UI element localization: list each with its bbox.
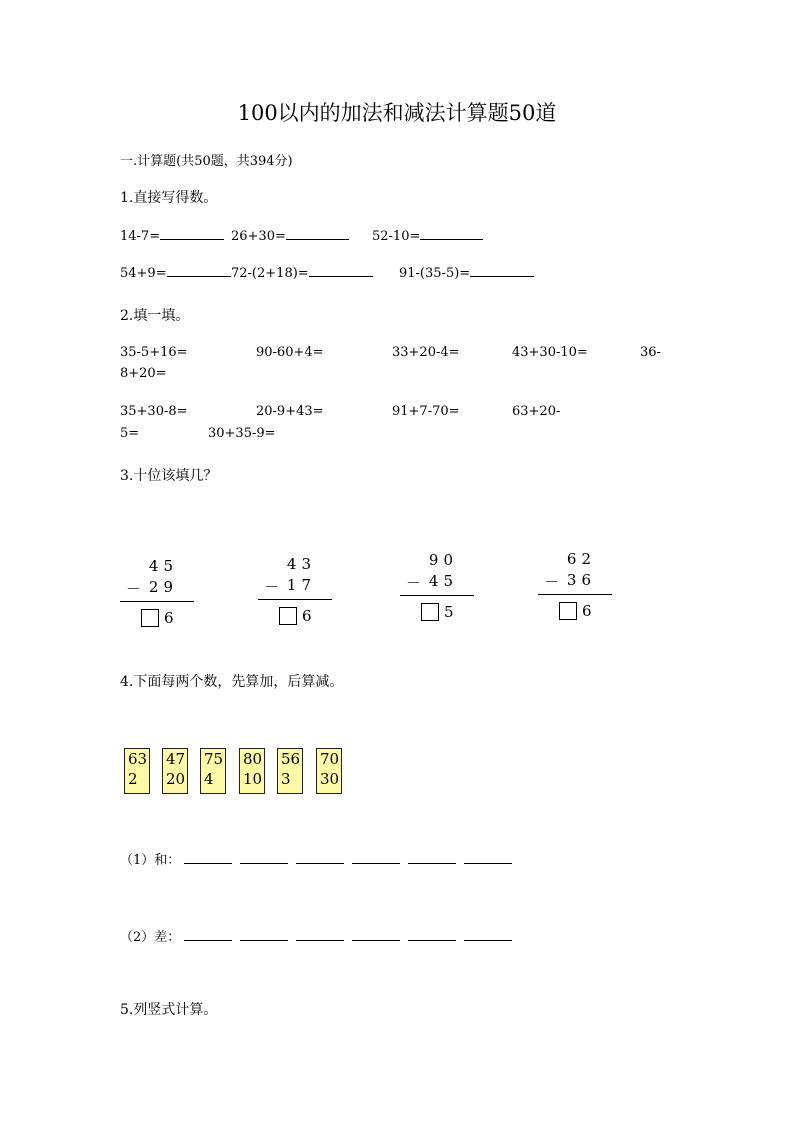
sum-line (538, 594, 612, 595)
q1-item: 54+9= (120, 266, 231, 281)
subtrahend: 36 (566, 571, 596, 589)
number-card: 63 2 (124, 748, 150, 794)
q4-heading: 4.下面每两个数，先算加，后算减。 (120, 674, 344, 690)
difference-row (120, 926, 520, 945)
answer-blank[interactable] (286, 239, 349, 240)
q2-item: 5= (120, 426, 140, 441)
subtrahend: 17 (286, 576, 316, 594)
subtraction-problem (538, 550, 614, 630)
answer-blank[interactable] (167, 276, 231, 277)
answer-blank[interactable] (160, 239, 224, 240)
minus-sign: － (544, 573, 560, 591)
answer-line[interactable] (408, 849, 456, 864)
answer-line[interactable] (184, 926, 232, 941)
minus-sign: － (126, 580, 142, 598)
q2-item: 91+7-70= (392, 404, 460, 419)
answer-line[interactable] (352, 926, 400, 941)
sum-row (120, 849, 520, 868)
q1-item: 14-7= (120, 229, 224, 244)
q5-heading: 5.列竖式计算。 (120, 1002, 218, 1018)
answer-blank[interactable] (470, 276, 534, 277)
number-card: 75 4 (200, 748, 226, 794)
q2-item: 36- (640, 345, 661, 360)
sum-line (120, 601, 194, 602)
ones-digit: 6 (582, 602, 592, 620)
q2-item: 35+30-8= (120, 404, 188, 419)
answer-line[interactable] (464, 926, 512, 941)
tens-answer-box[interactable] (141, 609, 159, 627)
q2-item: 20-9+43= (256, 404, 324, 419)
q2-item: 8+20= (120, 366, 167, 381)
section-heading: 一.计算题(共50题，共394分) (120, 154, 293, 169)
minus-sign: － (264, 578, 280, 596)
q1-item: 52-10= (372, 229, 483, 244)
subtrahend: 29 (148, 578, 178, 596)
page-title: 100以内的加法和减法计算题50道 (237, 101, 557, 125)
minuend: 90 (428, 551, 458, 569)
number-card: 80 10 (239, 748, 265, 794)
ones-digit: 6 (302, 607, 312, 625)
q2-item: 90-60+4= (256, 345, 324, 360)
difference-label: （2）差： (120, 930, 181, 945)
ones-digit: 6 (164, 609, 174, 627)
q2-item: 35-5+16= (120, 345, 188, 360)
subtraction-problem (400, 551, 476, 631)
minus-sign: － (406, 574, 422, 592)
answer-line[interactable] (296, 926, 344, 941)
q1-item: 26+30= (231, 229, 349, 244)
minuend: 62 (566, 550, 596, 568)
tens-answer-box[interactable] (421, 603, 439, 621)
q2-item: 43+30-10= (512, 345, 588, 360)
minuend: 45 (148, 557, 178, 575)
answer-line[interactable] (464, 849, 512, 864)
minuend: 43 (286, 555, 316, 573)
subtraction-problem (120, 557, 196, 637)
q1-item: 91-(35-5)= (399, 266, 534, 281)
q2-item: 33+20-4= (392, 345, 460, 360)
answer-line[interactable] (184, 849, 232, 864)
answer-line[interactable] (240, 926, 288, 941)
answer-line[interactable] (240, 849, 288, 864)
number-card: 56 3 (277, 748, 303, 794)
sum-line (258, 599, 332, 600)
ones-digit: 5 (444, 603, 454, 621)
q2-item: 30+35-9= (208, 426, 276, 441)
answer-blank[interactable] (309, 276, 373, 277)
q1-heading: 1.直接写得数。 (120, 190, 218, 206)
q1-item: 72-(2+18)= (231, 266, 373, 281)
q2-item: 63+20- (512, 404, 561, 419)
subtrahend: 45 (428, 572, 458, 590)
tens-answer-box[interactable] (279, 607, 297, 625)
tens-answer-box[interactable] (559, 602, 577, 620)
subtraction-problem (258, 555, 334, 635)
q2-heading: 2.填一填。 (120, 308, 190, 324)
answer-blank[interactable] (420, 239, 483, 240)
answer-line[interactable] (408, 926, 456, 941)
sum-line (400, 595, 474, 596)
answer-line[interactable] (352, 849, 400, 864)
number-card: 70 30 (316, 748, 342, 794)
sum-label: （1）和： (120, 853, 181, 868)
answer-line[interactable] (296, 849, 344, 864)
q3-heading: 3.十位该填几？ (120, 468, 218, 484)
number-card: 47 20 (162, 748, 188, 794)
